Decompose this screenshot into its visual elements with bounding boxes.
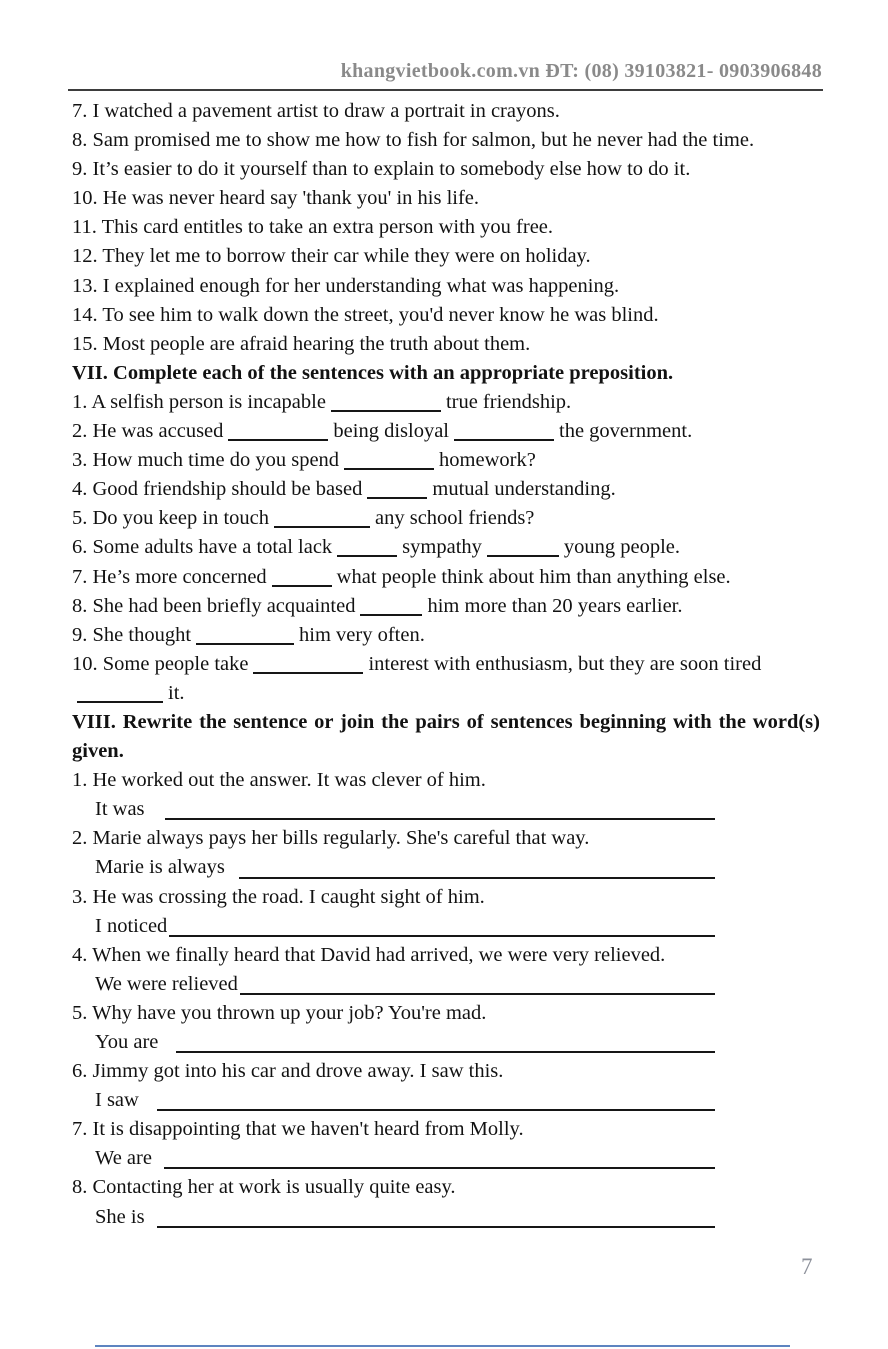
item-text: 7. It is disappointing that we haven't heard from Molly. bbox=[72, 1118, 524, 1141]
list-item bbox=[72, 417, 820, 446]
answer-blank bbox=[253, 659, 363, 674]
answer-blank bbox=[228, 426, 328, 441]
item-text: 2. Marie always pays her bills regularly. She's careful that way. bbox=[72, 827, 590, 850]
item-text: 15. Most people are afraid hearing the truth about them. bbox=[72, 332, 531, 355]
item-text: 1. He worked out the answer. It was clever of him. bbox=[72, 769, 486, 792]
item-number: 8. bbox=[72, 594, 93, 617]
section-viii-list bbox=[72, 766, 820, 1232]
item-text: She had been briefly acquainted bbox=[92, 594, 356, 617]
item-number: 5. bbox=[72, 507, 93, 530]
item-text: 4. When we finally heard that David had arrived, we were very relieved. bbox=[72, 943, 666, 966]
item-text: He’s more concerned bbox=[92, 565, 267, 588]
section-heading-viii-line1: VIII. Rewrite the sentence or join the pairs of sentences beginning with the word(s) bbox=[72, 710, 820, 733]
item-text: Some adults have a total lack bbox=[92, 536, 333, 559]
list-item bbox=[72, 272, 820, 301]
item-text: Some people take bbox=[102, 652, 249, 675]
item-number: 7. bbox=[72, 565, 93, 588]
answer-line bbox=[157, 1203, 715, 1228]
answer-blank bbox=[272, 572, 332, 587]
item-text: true friendship. bbox=[445, 390, 572, 413]
item-number: 9. bbox=[72, 623, 93, 646]
item-text: 14. To see him to walk down the street, you'd never know he was blind. bbox=[72, 303, 659, 326]
list-item bbox=[72, 184, 820, 213]
item-text: A selfish person is incapable bbox=[91, 390, 326, 413]
item-text: 10. He was never heard say 'thank you' in his life. bbox=[72, 187, 480, 210]
page-number: 7 bbox=[801, 1254, 813, 1279]
item-number: 2. bbox=[72, 420, 93, 443]
item-text: the government. bbox=[559, 420, 693, 443]
page-content bbox=[72, 97, 820, 1232]
item-text: 12. They let me to borrow their car while they were on holiday. bbox=[72, 245, 591, 268]
list-item bbox=[72, 213, 820, 242]
item-text: Do you keep in touch bbox=[92, 507, 269, 530]
item-text: 8. Contacting her at work is usually quite easy. bbox=[72, 1176, 456, 1199]
item-text: 8. Sam promised me to show me how to fish for salmon, but he never had the time. bbox=[72, 129, 755, 152]
answer-blank bbox=[360, 601, 422, 616]
stem-text: She is bbox=[95, 1205, 145, 1228]
item-number: 4. bbox=[72, 478, 93, 501]
stem-line bbox=[72, 1203, 715, 1232]
stem-text: It was bbox=[95, 798, 145, 821]
item-text: 5. Why have you thrown up your job? You're mad. bbox=[72, 1001, 487, 1024]
answer-line bbox=[240, 970, 715, 995]
stem-text: We are bbox=[95, 1147, 152, 1170]
stem-text: I saw bbox=[95, 1089, 139, 1112]
answer-blank bbox=[367, 484, 427, 499]
answer-blank bbox=[454, 426, 554, 441]
sentence-line bbox=[72, 883, 820, 912]
stem-text: Marie is always bbox=[95, 856, 225, 879]
item-text: what people think about him than anything else. bbox=[336, 565, 731, 588]
stem-text: You are bbox=[95, 1031, 159, 1053]
answer-blank bbox=[331, 397, 441, 412]
item-number: 6. bbox=[72, 536, 93, 559]
item-text: any school friends? bbox=[375, 507, 535, 530]
list-item bbox=[72, 533, 820, 562]
stem-line bbox=[72, 795, 715, 824]
list-item bbox=[72, 330, 820, 359]
stem-line bbox=[72, 1028, 715, 1057]
stem-line bbox=[72, 853, 715, 882]
item-text: 13. I explained enough for her understanding what was happening. bbox=[72, 274, 620, 297]
sentence-line bbox=[72, 766, 820, 795]
item-text: She thought bbox=[92, 623, 192, 646]
item-text: it. bbox=[168, 681, 185, 704]
sentence-line bbox=[72, 999, 820, 1028]
list-item bbox=[72, 504, 820, 533]
answer-line bbox=[164, 1144, 715, 1169]
header-rule bbox=[68, 89, 823, 91]
item-text: He was accused bbox=[92, 420, 224, 443]
list-item bbox=[72, 155, 820, 184]
sentence-line bbox=[72, 1173, 820, 1202]
item-text: mutual understanding. bbox=[432, 478, 616, 501]
item-text: being disloyal bbox=[333, 420, 450, 443]
list-item bbox=[72, 242, 820, 271]
item-text: interest with enthusiasm, but they are soon tired bbox=[368, 652, 762, 675]
answer-line bbox=[239, 853, 715, 878]
item-text: homework? bbox=[439, 449, 536, 472]
item-text: him very often. bbox=[299, 623, 425, 646]
item-number: 1. bbox=[72, 390, 92, 413]
sentence-line bbox=[72, 1115, 820, 1144]
item-text: How much time do you spend bbox=[92, 449, 340, 472]
answer-line bbox=[165, 795, 715, 820]
sentence-line bbox=[72, 1057, 820, 1086]
section-vi-list bbox=[72, 97, 820, 359]
stem-text: We were relieved bbox=[95, 972, 238, 995]
item-text: 11. This card entitles to take an extra person with you free. bbox=[72, 216, 554, 239]
item-text: Good friendship should be based bbox=[92, 478, 363, 501]
list-item bbox=[72, 475, 820, 504]
section-vii-list bbox=[72, 388, 820, 708]
list-item-continuation bbox=[72, 679, 820, 708]
sentence-line bbox=[72, 824, 820, 853]
answer-line bbox=[157, 1086, 715, 1111]
list-item bbox=[72, 563, 820, 592]
item-text: 6. Jimmy got into his car and drove away. I saw this. bbox=[72, 1060, 504, 1083]
answer-blank bbox=[487, 542, 559, 557]
answer-blank bbox=[196, 630, 294, 645]
answer-blank bbox=[337, 542, 397, 557]
answer-line bbox=[176, 1028, 715, 1053]
sentence-line bbox=[72, 941, 820, 970]
section-heading-vii: VII. Complete each of the sentences with an appropriate preposition. bbox=[72, 361, 674, 384]
list-item bbox=[72, 621, 820, 650]
item-text: sympathy bbox=[402, 536, 482, 559]
answer-blank bbox=[274, 513, 370, 528]
list-item bbox=[72, 126, 820, 155]
item-text: 7. I watched a pavement artist to draw a portrait in crayons. bbox=[72, 100, 560, 122]
answer-blank bbox=[77, 688, 163, 703]
item-number: 10. bbox=[72, 652, 103, 675]
item-text: young people. bbox=[563, 536, 681, 559]
list-item bbox=[72, 388, 820, 417]
list-item bbox=[72, 592, 820, 621]
stem-line bbox=[72, 1144, 715, 1173]
section-heading-viii-line2: given. bbox=[72, 740, 124, 763]
item-text: him more than 20 years earlier. bbox=[427, 594, 683, 617]
answer-line bbox=[169, 912, 715, 937]
item-text: 3. He was crossing the road. I caught sight of him. bbox=[72, 885, 485, 908]
list-item bbox=[72, 301, 820, 330]
answer-blank bbox=[344, 455, 434, 470]
stem-line bbox=[72, 912, 715, 941]
stem-text: I noticed bbox=[95, 914, 168, 937]
list-item bbox=[72, 446, 820, 475]
stem-line bbox=[72, 970, 715, 999]
item-number: 3. bbox=[72, 449, 93, 472]
item-text: 9. It’s easier to do it yourself than to explain to somebody else how to do it. bbox=[72, 158, 691, 181]
list-item bbox=[72, 650, 820, 679]
bottom-rule bbox=[95, 1345, 790, 1347]
list-item bbox=[72, 97, 820, 126]
stem-line bbox=[72, 1086, 715, 1115]
header-site-line: khangvietbook.com.vn ĐT: (08) 39103821- 0903906848 bbox=[340, 60, 822, 82]
